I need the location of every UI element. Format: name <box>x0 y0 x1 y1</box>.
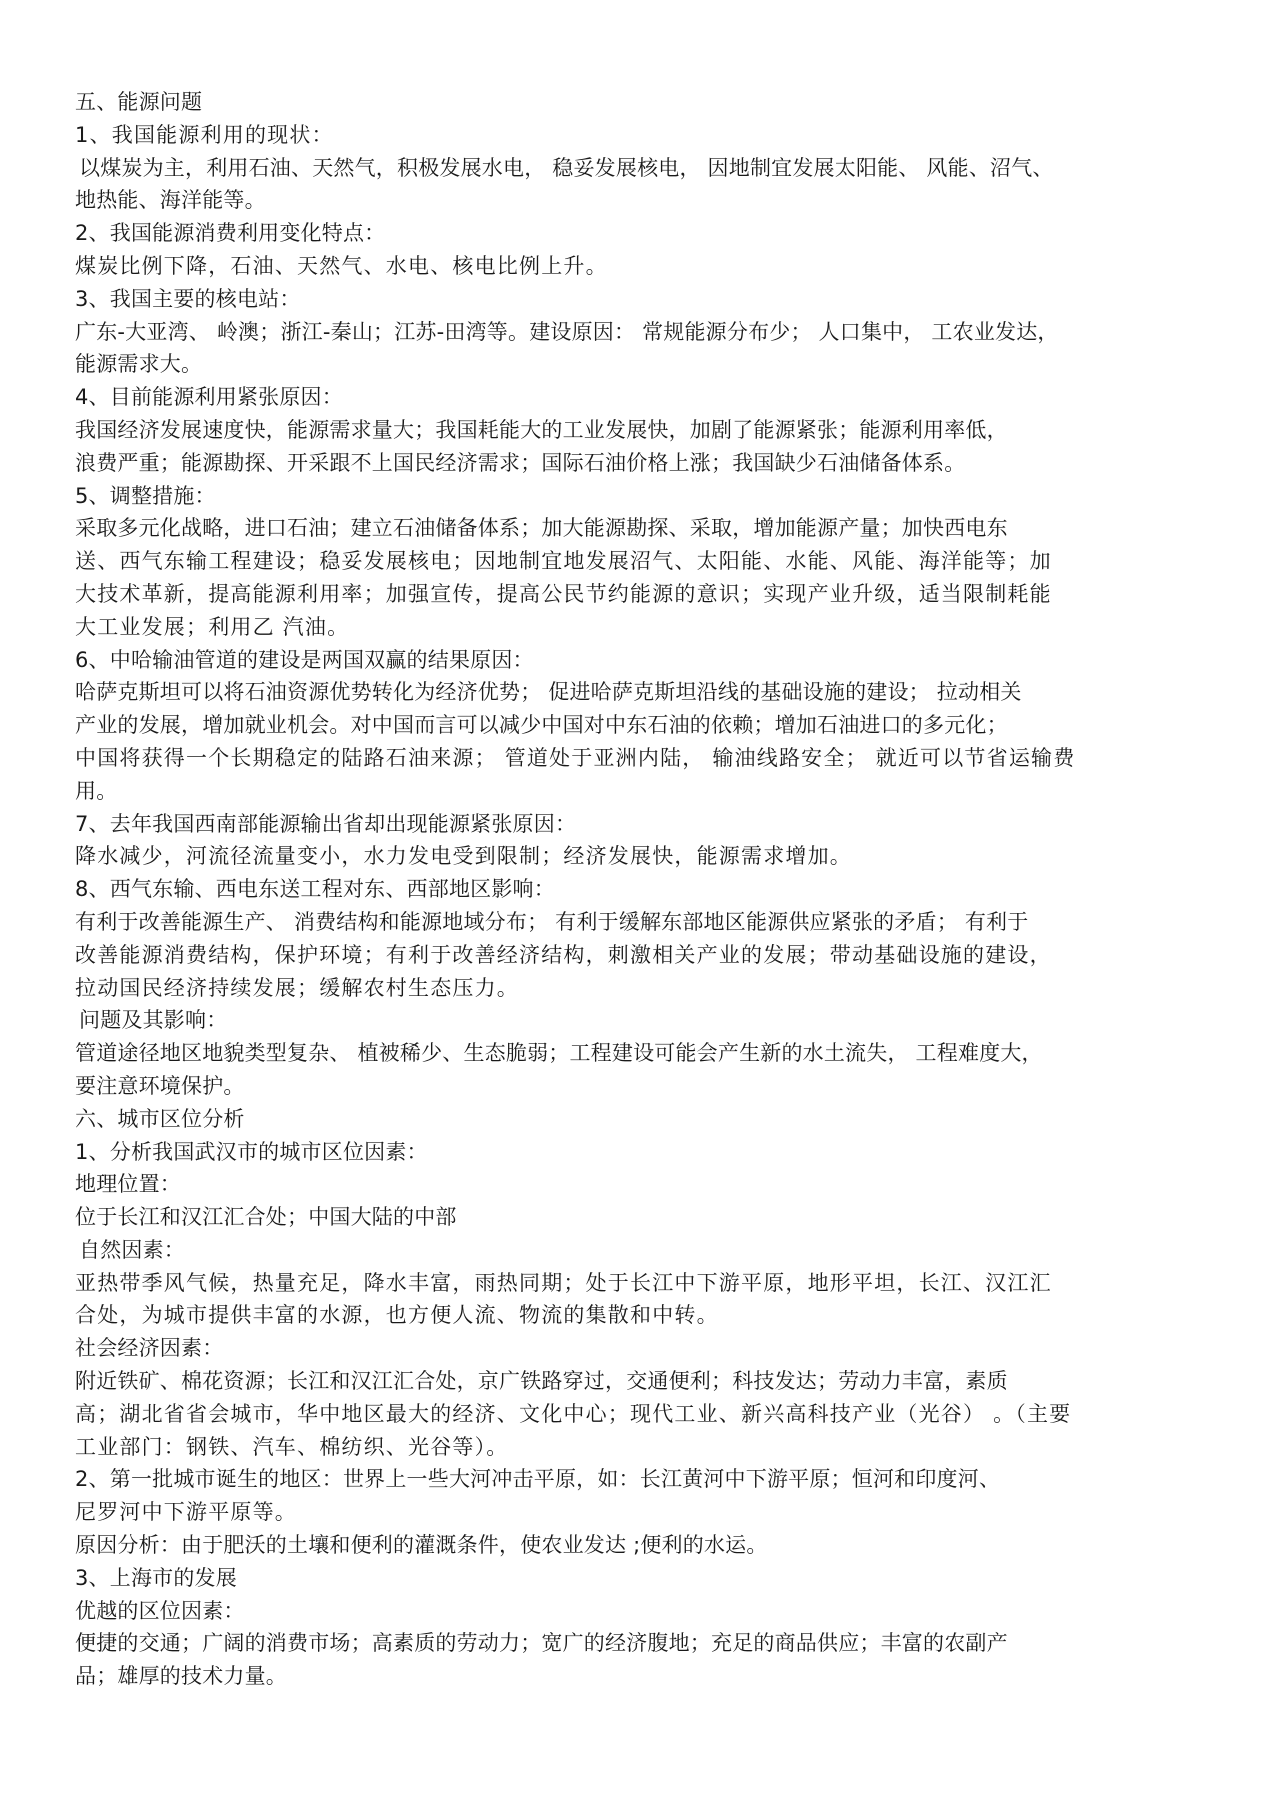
document-line: 便捷的交通；广阔的消费市场；高素质的劳动力；宽广的经济腹地；充足的商品供应；丰富的农副产 <box>75 1631 1008 1656</box>
document-line: 要注意环境保护。 <box>75 1073 245 1098</box>
document-line: 尼罗河中下游平原等。 <box>75 1500 297 1525</box>
document-line: 问题及其影响： <box>79 1008 228 1033</box>
document-line: 社会经济因素： <box>75 1336 224 1361</box>
document-line: 8、西气东输、西电东送工程对东、西部地区影响： <box>75 877 555 902</box>
document-line: 地理位置： <box>75 1172 181 1197</box>
document-line: 我国经济发展速度快，能源需求量大；我国耗能大的工业发展快，加剧了能源紧张；能源利用率低， <box>75 417 1008 442</box>
document-line: 哈萨克斯坦可以将石油资源优势转化为经济优势； 促进哈萨克斯坦沿线的基础设施的建设； 拉动相关 <box>75 680 1022 705</box>
document-line: 1、我国能源利用的现状： <box>75 122 334 147</box>
document-line: 6、中哈输油管道的建设是两国双赢的结果原因： <box>75 647 534 672</box>
document-line: 位于长江和汉江汇合处；中国大陆的中部 <box>75 1205 457 1230</box>
document-line: 合处，为城市提供丰富的水源，也方便人流、物流的集散和中转。 <box>75 1303 719 1328</box>
document-line: 五、能源问题 <box>75 90 203 114</box>
document-line: 3、上海市的发展 <box>75 1565 237 1590</box>
document-line: 大工业发展；利用乙 汽油。 <box>75 614 350 639</box>
document-line: 有利于改善能源生产、 消费结构和能源地域分布； 有利于缓解东部地区能源供应紧张的矛盾； 有利于 <box>75 909 1029 934</box>
document-line: 用。 <box>75 778 118 803</box>
document-body <box>75 86 1225 1693</box>
document-line: 1、分析我国武汉市的城市区位因素： <box>75 1139 428 1164</box>
document-line: 中国将获得一个长期稳定的陆路石油来源； 管道处于亚洲内陆， 输油线路安全； 就近可以节省运输费 <box>75 745 1076 770</box>
document-line: 亚热带季风气候，热量充足，降水丰富，雨热同期；处于长江中下游平原，地形平坦，长江、汉江汇 <box>75 1270 1052 1295</box>
document-line: 浪费严重；能源勘探、开采跟不上国民经济需求；国际石油价格上涨；我国缺少石油储备体系。 <box>75 450 966 475</box>
document-line: 7、去年我国西南部能源输出省却出现能源紧张原因： <box>75 811 577 836</box>
document-line: 工业部门：钢铁、汽车、棉纺织、光谷等）。 <box>75 1434 509 1459</box>
document-line: 大技术革新，提高能源利用率；加强宣传，提高公民节约能源的意识；实现产业升级，适当限制耗能 <box>75 581 1052 606</box>
document-line: 降水减少，河流径流量变小，水力发电受到限制；经济发展快，能源需求增加。 <box>75 844 852 869</box>
document-line: 高；湖北省省会城市，华中地区最大的经济、文化中心；现代工业、新兴高科技产业（光谷） 。（主要 <box>75 1401 1072 1426</box>
document-line: 采取多元化战略，进口石油；建立石油储备体系；加大能源勘探、采取，增加能源产量；加快西电东 <box>75 516 1008 541</box>
document-line: 煤炭比例下降，石油、天然气、水电、核电比例上升。 <box>75 253 608 278</box>
document-line: 地热能、海洋能等。 <box>75 188 266 213</box>
document-line: 改善能源消费结构，保护环境；有利于改善经济结构，刺激相关产业的发展；带动基础设施的建设， <box>75 942 1052 967</box>
document-line: 原因分析：由于肥沃的土壤和便利的灌溉条件，使农业发达 ;便利的水运。 <box>75 1533 768 1558</box>
document-line: 六、城市区位分析 <box>75 1106 245 1131</box>
document-line: 附近铁矿、棉花资源；长江和汉江汇合处，京广铁路穿过，交通便利；科技发达；劳动力丰富，素质 <box>75 1369 1008 1394</box>
document-line: 品；雄厚的技术力量。 <box>75 1664 287 1689</box>
document-line: 2、第一批城市诞生的地区：世界上一些大河冲击平原，如：长江黄河中下游平原；恒河和印度河、 <box>75 1467 1001 1492</box>
document-line: 3、我国主要的核电站： <box>75 286 301 311</box>
document-line: 产业的发展，增加就业机会。对中国而言可以减少中国对中东石油的依赖；增加石油进口的多元化； <box>75 713 1008 738</box>
document-line: 拉动国民经济持续发展；缓解农村生态压力。 <box>75 975 519 1000</box>
document-line: 4、目前能源利用紧张原因： <box>75 385 343 410</box>
document-line: 2、我国能源消费利用变化特点： <box>75 221 386 246</box>
document-line: 管道途径地区地貌类型复杂、 植被稀少、生态脆弱；工程建设可能会产生新的水土流失， 工程难度大， <box>75 1041 1043 1066</box>
document-line: 以煤炭为主，利用石油、天然气，积极发展水电， 稳妥发展核电， 因地制宜发展太阳能、 风能、沼气、 <box>79 155 1054 180</box>
document-line: 送、西气东输工程建设；稳妥发展核电；因地制宜地发展沼气、太阳能、水能、风能、海洋能等；加 <box>75 549 1052 574</box>
document-line: 广东-大亚湾、 岭澳；浙江-秦山；江苏-田湾等。建设原因： 常规能源分布少； 人口集中， 工农业发达， <box>75 319 1059 344</box>
document-line: 自然因素： <box>79 1237 185 1262</box>
document-line: 优越的区位因素： <box>75 1598 245 1623</box>
document-line: 5、调整措施： <box>75 483 216 508</box>
document-line: 能源需求大。 <box>75 352 203 377</box>
